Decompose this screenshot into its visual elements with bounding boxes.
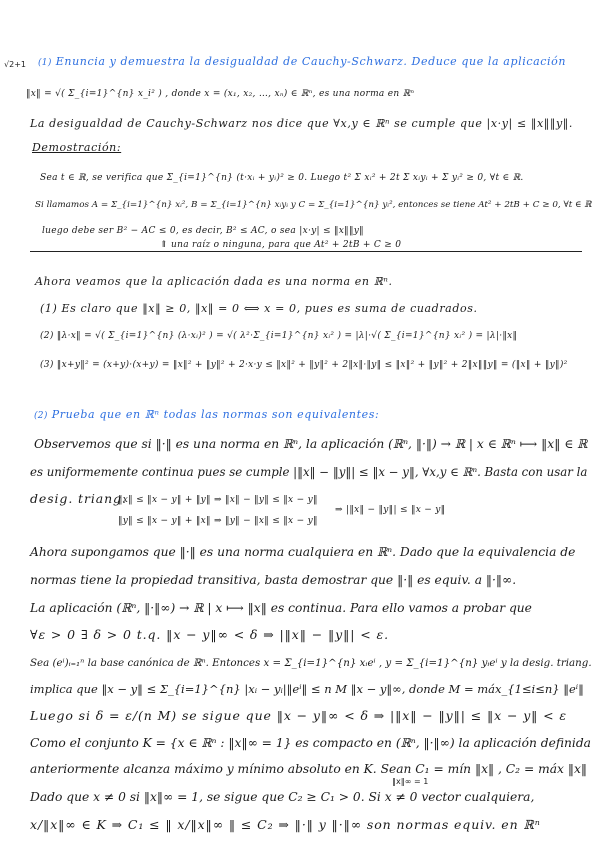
paragraph-2-line-2: normas tiene la propiedad transitiva, basta demostrar que ‖·‖ es equiv. a ‖·‖∞.: [30, 573, 517, 587]
paragraph-4-line-1: Como el conjunto K = {x ∈ ℝⁿ : ‖x‖∞ = 1} es compacto en (ℝⁿ, ‖·‖∞) la aplicación definida: [30, 736, 591, 750]
proof-line-2: Si llamamos A = Σ_{i=1}^{n} xᵢ², B = Σ_{i=1}^{n} xᵢyᵢ y C = Σ_{i=1}^{n} yᵢ², entonces se tiene At² + 2tB + C ≥ 0, ∀t ∈ ℝ: [35, 200, 592, 210]
proof-side-note: ⇑ una raíz o ninguna, para que At² + 2tB + C ≥ 0: [160, 240, 402, 250]
proof-heading: Demostración:: [32, 141, 122, 154]
problem-1-statement-line-1: (1) Enuncia y demuestra la desigualdad de Cauchy-Schwarz. Deduce que la aplicación: [38, 55, 567, 68]
paragraph-4-line-2: anteriormente alcanza máximo y mínimo absoluto en K. Sean C₁ = mín ‖x‖ , C₂ = máx ‖x‖: [30, 762, 588, 776]
problem-2-number: (2): [34, 411, 48, 421]
paragraph-4-line-4: x/‖x‖∞ ∈ K ⇒ C₁ ≤ ‖ x/‖x‖∞ ‖ ≤ C₂ ⇒ ‖·‖ y ‖·‖∞ son normas equiv. en ℝⁿ: [30, 817, 541, 832]
paragraph-2-line-1: Ahora supongamos que ‖·‖ es una norma cualquiera en ℝⁿ. Dado que la equivalencia de: [30, 545, 576, 559]
triangle-inequality-step-1: ‖x‖ ≤ ‖x − y‖ + ‖y‖ ⇒ ‖x‖ − ‖y‖ ≤ ‖x − y‖: [118, 495, 318, 505]
paragraph-3-line-2: implica que ‖x − y‖ ≤ Σ_{i=1}^{n} |xᵢ − yᵢ|‖eⁱ‖ ≤ n M ‖x − y‖∞, donde M = máx_{1≤i≤n} ‖eⁱ‖: [30, 682, 584, 696]
margin-note: √2+1: [4, 60, 26, 69]
problem-1-statement-line-2: ‖x‖ = √( Σ_{i=1}^{n} x_i² ) , donde x = (x₁, x₂, …, xₙ) ∈ ℝⁿ, es una norma en ℝⁿ: [26, 89, 415, 99]
section-divider: [30, 251, 582, 252]
proof-line-3: luego debe ser B² − AC ≤ 0, es decir, B² ≤ AC, o sea |x·y| ≤ ‖x‖‖y‖: [42, 226, 364, 236]
norm-property-2: (2) ‖λ·x‖ = √( Σ_{i=1}^{n} (λ·xᵢ)² ) = √( λ²·Σ_{i=1}^{n} xᵢ² ) = |λ|·√( Σ_{i=1}^{n} xᵢ² ) = |λ|·‖x‖: [40, 331, 518, 341]
paragraph-1-line-1: Observemos que si ‖·‖ es una norma en ℝⁿ, la aplicación (ℝⁿ, ‖·‖) → ℝ | x ∈ ℝⁿ ⟼ ‖x‖ ∈ ℝ: [34, 437, 588, 451]
norm-intro: Ahora veamos que la aplicación dada es una norma en ℝⁿ.: [35, 275, 393, 288]
cauchy-schwarz-claim: La desigualdad de Cauchy-Schwarz nos dice que ∀x,y ∈ ℝⁿ se cumple que |x·y| ≤ ‖x‖‖y‖.: [30, 117, 573, 130]
proof-line-1: Sea t ∈ ℝ, se verifica que Σ_{i=1}^{n} (t·xᵢ + yᵢ)² ≥ 0. Luego t² Σ xᵢ² + 2t Σ xᵢyᵢ + Σ yᵢ² ≥ 0, ∀t ∈ ℝ.: [40, 173, 524, 183]
paragraph-2-line-3: La aplicación (ℝⁿ, ‖·‖∞) → ℝ | x ⟼ ‖x‖ es continua. Para ello vamos a probar que: [30, 601, 532, 615]
problem-2-statement: (2) Prueba que en ℝⁿ todas las normas son equivalentes:: [34, 408, 380, 421]
paragraph-2-line-4: ∀ε > 0 ∃ δ > 0 t.q. ‖x − y‖∞ < δ ⇒ |‖x‖ − ‖y‖| < ε.: [30, 627, 389, 642]
paragraph-4-line-3: Dado que x ≠ 0 si ‖x‖∞ = 1, se sigue que C₂ ≥ C₁ > 0. Si x ≠ 0 vector cualquiera,: [30, 790, 535, 804]
paragraph-1-line-2: es uniformemente continua pues se cumple |‖x‖ − ‖y‖| ≤ ‖x − y‖, ∀x,y ∈ ℝⁿ. Basta con usar la: [30, 465, 588, 479]
paragraph-3-line-3: Luego si δ = ε/(n M) se sigue que ‖x − y‖∞ < δ ⇒ |‖x‖ − ‖y‖| ≤ ‖x − y‖ < ε: [30, 708, 568, 723]
paragraph-1-line-3: desig. triang.: [30, 491, 127, 506]
problem-1-number: (1): [38, 58, 52, 68]
triangle-inequality-result: ⇒ |‖x‖ − ‖y‖| ≤ ‖x − y‖: [335, 505, 446, 515]
norm-property-3: (3) ‖x+y‖² = (x+y)·(x+y) = ‖x‖² + ‖y‖² + 2·x·y ≤ ‖x‖² + ‖y‖² + 2‖x‖·‖y‖ ≤ ‖x‖² + ‖y‖² + 2‖x‖‖y‖ = (‖x‖ + ‖y‖)²: [40, 360, 568, 370]
paragraph-3-line-1: Sea (eⁱ)ᵢ₌₁ⁿ la base canónica de ℝⁿ. Entonces x = Σ_{i=1}^{n} xᵢeⁱ , y = Σ_{i=1}^{n} yᵢeⁱ y la desig. triang.: [30, 657, 592, 669]
triangle-inequality-step-2: ‖y‖ ≤ ‖x − y‖ + ‖x‖ ⇒ ‖y‖ − ‖x‖ ≤ ‖x − y‖: [118, 516, 318, 526]
norm-property-1: (1) Es claro que ‖x‖ ≥ 0, ‖x‖ = 0 ⟺ x = 0, pues es suma de cuadrados.: [40, 302, 478, 315]
paragraph-4-subscript: ‖x‖∞ = 1: [392, 777, 429, 786]
